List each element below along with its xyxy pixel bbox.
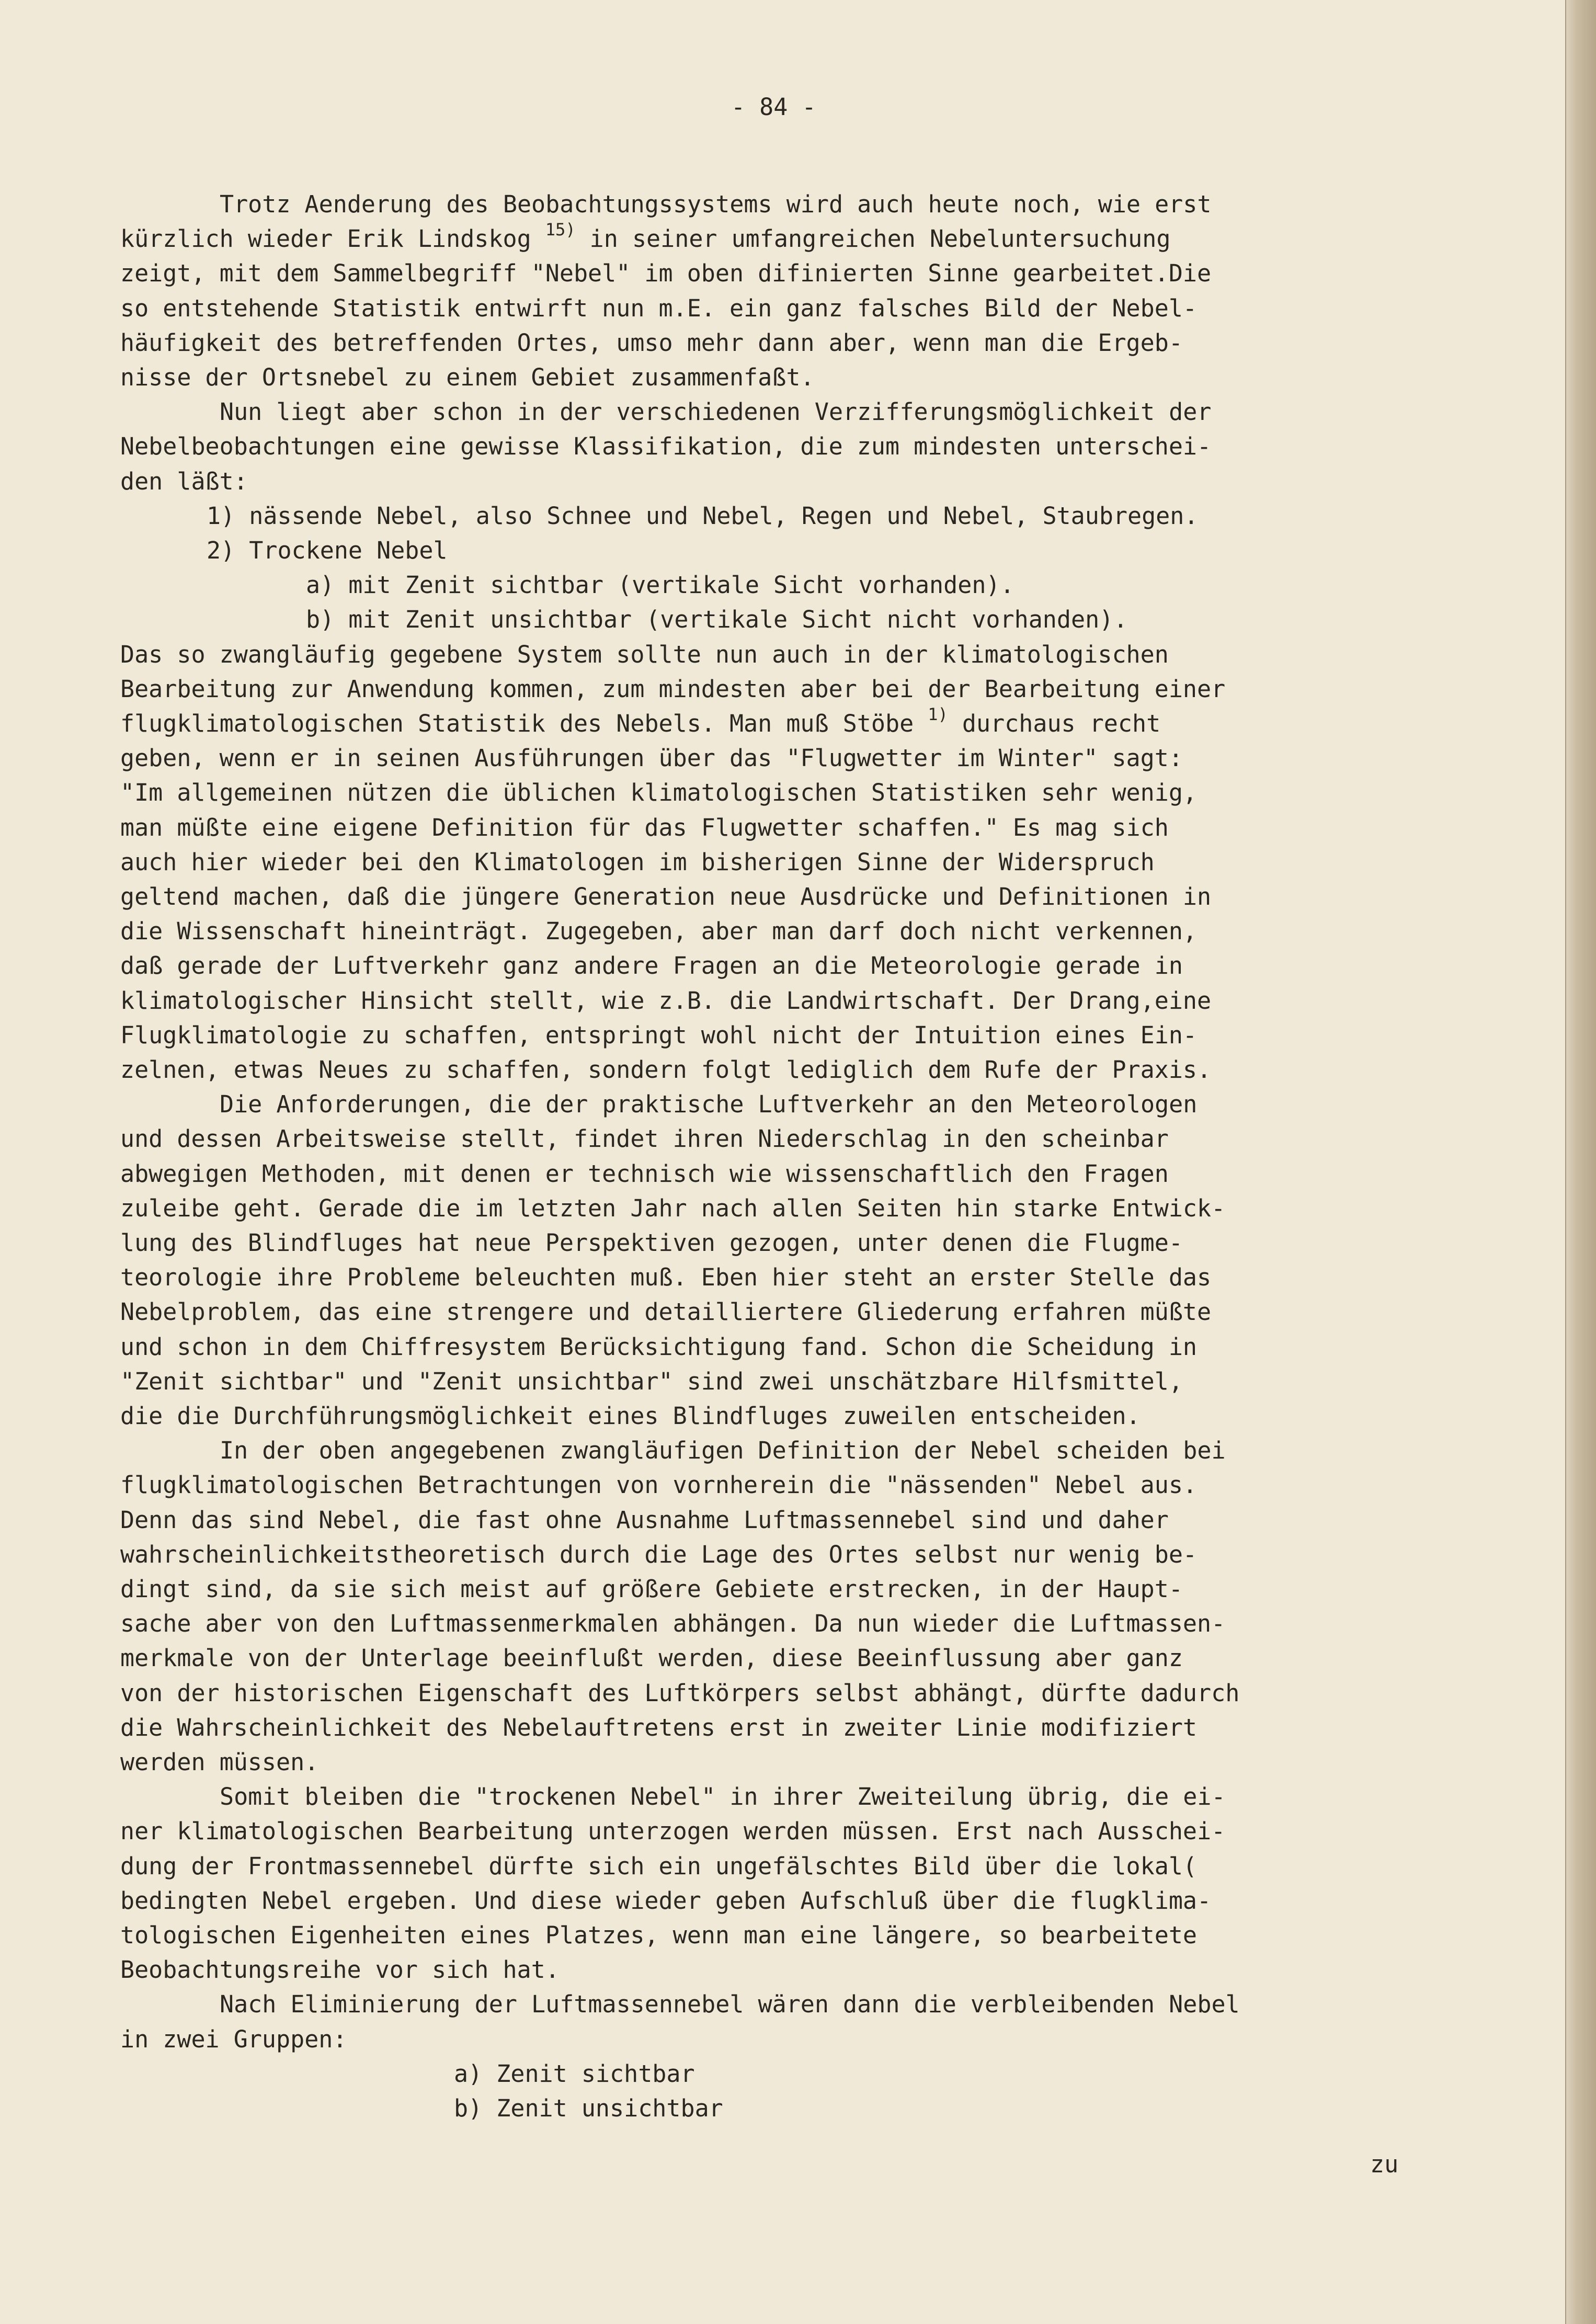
text-line bbox=[306, 573, 1014, 597]
line-text: kürzlich wieder Erik Lindskog bbox=[120, 225, 545, 253]
text-line bbox=[120, 1056, 1212, 1084]
text-line bbox=[220, 1785, 1226, 1808]
text-line bbox=[120, 677, 1225, 701]
text-line bbox=[120, 1300, 1211, 1324]
text-line bbox=[207, 504, 1198, 528]
line-text: die Wissenschaft hineinträgt. Zugegeben, aber man darf doch nicht verkennen, bbox=[120, 917, 1198, 945]
line-text: Nebelbeobachtungen eine gewisse Klassifikation, die zum mindesten unterschei- bbox=[120, 432, 1212, 460]
text-line bbox=[454, 2094, 723, 2122]
text-line bbox=[120, 470, 248, 493]
text-line bbox=[120, 1473, 1197, 1497]
text-line bbox=[220, 1992, 1240, 2016]
text-line bbox=[120, 1543, 1197, 1566]
text-line bbox=[120, 1231, 1183, 1255]
text-line bbox=[120, 746, 1183, 770]
line-text: 1) nässende Nebel, also Schnee und Nebel, Regen und Nebel, Staubregen. bbox=[207, 502, 1199, 530]
line-text: Nach Eliminierung der Luftmassennebel wären dann die verbleibenden Nebel bbox=[220, 1990, 1240, 2018]
text-line bbox=[120, 1577, 1183, 1601]
text-line bbox=[120, 1716, 1197, 1739]
text-line bbox=[220, 192, 1211, 216]
line-text: und dessen Arbeitsweise stellt, findet ihren Niederschlag in den scheinbar bbox=[120, 1125, 1169, 1153]
line-text: bedingten Nebel ergeben. Und diese wieder geben Aufschluß über die flugklima- bbox=[120, 1887, 1212, 1915]
line-text-continued: in seiner umfangreichen Nebeluntersuchung bbox=[575, 225, 1171, 253]
text-line bbox=[120, 1956, 560, 1984]
page-edge bbox=[1566, 0, 1596, 2324]
text-line bbox=[454, 2062, 695, 2086]
text-line bbox=[120, 1646, 1183, 1670]
line-text: lung des Blindfluges hat neue Perspektiven gezogen, unter denen die Flugme- bbox=[120, 1229, 1183, 1257]
line-text: teorologie ihre Probleme beleuchten muß. Eben hier steht an erster Stelle das bbox=[120, 1263, 1212, 1291]
line-text: Flugklimatologie zu schaffen, entspringt wohl nicht der Intuition eines Ein- bbox=[120, 1021, 1198, 1049]
line-text: flugklimatologischen Statistik des Nebels. Man muß Stöbe bbox=[120, 710, 928, 737]
text-line bbox=[120, 643, 1169, 666]
line-text: Nebelproblem, das eine strengere und detailliertere Gliederung erfahren müßte bbox=[120, 1298, 1212, 1326]
line-text: a) Zenit sichtbar bbox=[454, 2060, 695, 2088]
text-line bbox=[120, 1370, 1183, 1393]
line-text: "Im allgemeinen nützen die üblichen klimatologischen Statistiken sehr wenig, bbox=[120, 779, 1198, 806]
line-text: tologischen Eigenheiten eines Platzes, wenn man eine längere, so bearbeitete bbox=[120, 1921, 1198, 1949]
line-text: daß gerade der Luftverkehr ganz andere Fragen an die Meteorologie gerade in bbox=[120, 952, 1183, 979]
text-line bbox=[120, 987, 1212, 1015]
line-text: Trotz Aenderung des Beobachtungssystems wird auch heute noch, wie erst bbox=[220, 190, 1212, 218]
line-text: und schon in dem Chiffresystem Berücksichtigung fand. Schon die Scheidung in bbox=[120, 1333, 1198, 1361]
line-text: a) mit Zenit sichtbar (vertikale Sicht vorhanden). bbox=[306, 571, 1014, 599]
text-line bbox=[120, 331, 1183, 355]
line-text: ner klimatologischen Bearbeitung unterzogen werden müssen. Erst nach Ausschei- bbox=[120, 1817, 1226, 1845]
text-line bbox=[220, 1092, 1197, 1116]
line-text: zuleibe geht. Gerade die im letzten Jahr nach allen Seiten hin starke Entwick- bbox=[120, 1194, 1226, 1222]
text-line bbox=[120, 704, 1161, 737]
line-text: die Wahrscheinlichkeit des Nebelauftretens erst in zweiter Linie modifiziert bbox=[120, 1714, 1198, 1741]
text-line bbox=[120, 1162, 1169, 1186]
footnote-reference: 1) bbox=[928, 704, 948, 724]
line-text: die die Durchführungsmöglichkeit eines Blindfluges zuweilen entscheiden. bbox=[120, 1402, 1141, 1430]
text-line bbox=[120, 432, 1212, 460]
line-text: 2) Trockene Nebel bbox=[207, 537, 448, 564]
text-line bbox=[120, 1750, 318, 1774]
line-text: Beobachtungsreihe vor sich hat. bbox=[120, 1956, 560, 1984]
line-text: so entstehende Statistik entwirft nun m.E. ein ganz falsches Bild der Nebel- bbox=[120, 294, 1198, 322]
text-line bbox=[120, 1263, 1212, 1291]
text-line bbox=[120, 2027, 347, 2051]
text-line bbox=[120, 885, 1211, 908]
text-line bbox=[120, 1335, 1197, 1359]
text-line bbox=[220, 400, 1211, 424]
text-line bbox=[120, 1854, 1197, 1878]
line-text: geben, wenn er in seinen Ausführungen über das "Flugwetter im Winter" sagt: bbox=[120, 744, 1183, 772]
line-text: Nun liegt aber schon in der verschiedenen Verzifferungsmöglichkeit der bbox=[220, 398, 1212, 426]
text-line bbox=[120, 954, 1183, 977]
line-text: "Zenit sichtbar" und "Zenit unsichtbar" sind zwei unschätzbare Hilfsmittel, bbox=[120, 1368, 1183, 1395]
line-text: Die Anforderungen, die der praktische Luftverkehr an den Meteorologen bbox=[220, 1090, 1198, 1118]
catchword: zu bbox=[1370, 2150, 1399, 2178]
line-text: geltend machen, daß die jüngere Generation neue Ausdrücke und Definitionen in bbox=[120, 883, 1212, 910]
line-text: in zwei Gruppen: bbox=[120, 2025, 347, 2053]
text-line bbox=[306, 608, 1127, 631]
line-text: dingt sind, da sie sich meist auf größere Gebiete erstrecken, in der Haupt- bbox=[120, 1575, 1183, 1603]
text-line bbox=[120, 261, 1211, 285]
text-line bbox=[120, 1819, 1225, 1843]
text-line bbox=[120, 1125, 1169, 1153]
line-text: klimatologischer Hinsicht stellt, wie z.B. die Landwirtschaft. Der Drang,eine bbox=[120, 987, 1212, 1015]
line-text: sache aber von den Luftmassenmerkmalen abhängen. Da nun wieder die Luftmassen- bbox=[120, 1610, 1226, 1637]
page-number: - 84 - bbox=[731, 93, 816, 121]
line-text: werden müssen. bbox=[120, 1748, 319, 1776]
line-text-continued: durchaus recht bbox=[948, 710, 1161, 737]
line-text: Das so zwangläufig gegebene System sollte nun auch in der klimatologischen bbox=[120, 641, 1169, 668]
line-text: häufigkeit des betreffenden Ortes, umso mehr dann aber, wenn man die Ergeb- bbox=[120, 329, 1183, 357]
text-line bbox=[120, 1923, 1197, 1947]
line-text: zeigt, mit dem Sammelbegriff "Nebel" im oben difinierten Sinne gearbeitet.Die bbox=[120, 259, 1212, 287]
text-line bbox=[207, 539, 448, 562]
line-text: b) Zenit unsichtbar bbox=[454, 2094, 723, 2122]
text-line bbox=[120, 781, 1197, 804]
line-text: Somit bleiben die "trockenen Nebel" in ihrer Zweiteilung übrig, die ei- bbox=[220, 1783, 1226, 1810]
text-line bbox=[220, 1439, 1226, 1462]
text-line bbox=[120, 1887, 1212, 1915]
text-line bbox=[120, 1508, 1169, 1532]
text-line bbox=[120, 1023, 1197, 1047]
footnote-reference: 15) bbox=[545, 220, 576, 240]
text-line bbox=[120, 1194, 1226, 1222]
line-text: Denn das sind Nebel, die fast ohne Ausnahme Luftmassennebel sind und daher bbox=[120, 1506, 1169, 1534]
line-text: wahrscheinlichkeitstheoretisch durch die Lage des Ortes selbst nur wenig be- bbox=[120, 1541, 1198, 1568]
text-line bbox=[120, 1404, 1141, 1428]
text-line bbox=[120, 220, 1171, 253]
line-text: nisse der Ortsnebel zu einem Gebiet zusammenfaßt. bbox=[120, 363, 815, 391]
line-text: man müßte eine eigene Definition für das Flugwetter schaffen." Es mag sich bbox=[120, 814, 1169, 841]
text-line bbox=[120, 919, 1197, 943]
line-text: zelnen, etwas Neues zu schaffen, sondern folgt lediglich dem Rufe der Praxis. bbox=[120, 1056, 1212, 1084]
line-text: von der historischen Eigenschaft des Luftkörpers selbst abhängt, dürfte dadurch bbox=[120, 1679, 1240, 1707]
line-text: In der oben angegebenen zwangläufigen Definition der Nebel scheiden bei bbox=[220, 1437, 1226, 1464]
text-line bbox=[120, 816, 1169, 839]
line-text: flugklimatologischen Betrachtungen von vornherein die "nässenden" Nebel aus. bbox=[120, 1471, 1198, 1499]
text-line bbox=[120, 1612, 1225, 1635]
text-line bbox=[120, 363, 815, 391]
line-text: b) mit Zenit unsichtbar (vertikale Sicht nicht vorhanden). bbox=[306, 606, 1128, 633]
line-text: dung der Frontmassennebel dürfte sich ein ungefälschtes Bild über die lokal( bbox=[120, 1852, 1198, 1880]
text-line bbox=[120, 1681, 1239, 1705]
line-text: merkmale von der Unterlage beeinflußt werden, diese Beeinflussung aber ganz bbox=[120, 1644, 1183, 1672]
line-text: Bearbeitung zur Anwendung kommen, zum mindesten aber bei der Bearbeitung einer bbox=[120, 675, 1226, 703]
text-line bbox=[120, 850, 1155, 874]
line-text: den läßt: bbox=[120, 468, 248, 495]
line-text: abwegigen Methoden, mit denen er technisch wie wissenschaftlich den Fragen bbox=[120, 1160, 1169, 1188]
line-text: auch hier wieder bei den Klimatologen im bisherigen Sinne der Widerspruch bbox=[120, 848, 1155, 876]
text-line bbox=[120, 294, 1198, 322]
